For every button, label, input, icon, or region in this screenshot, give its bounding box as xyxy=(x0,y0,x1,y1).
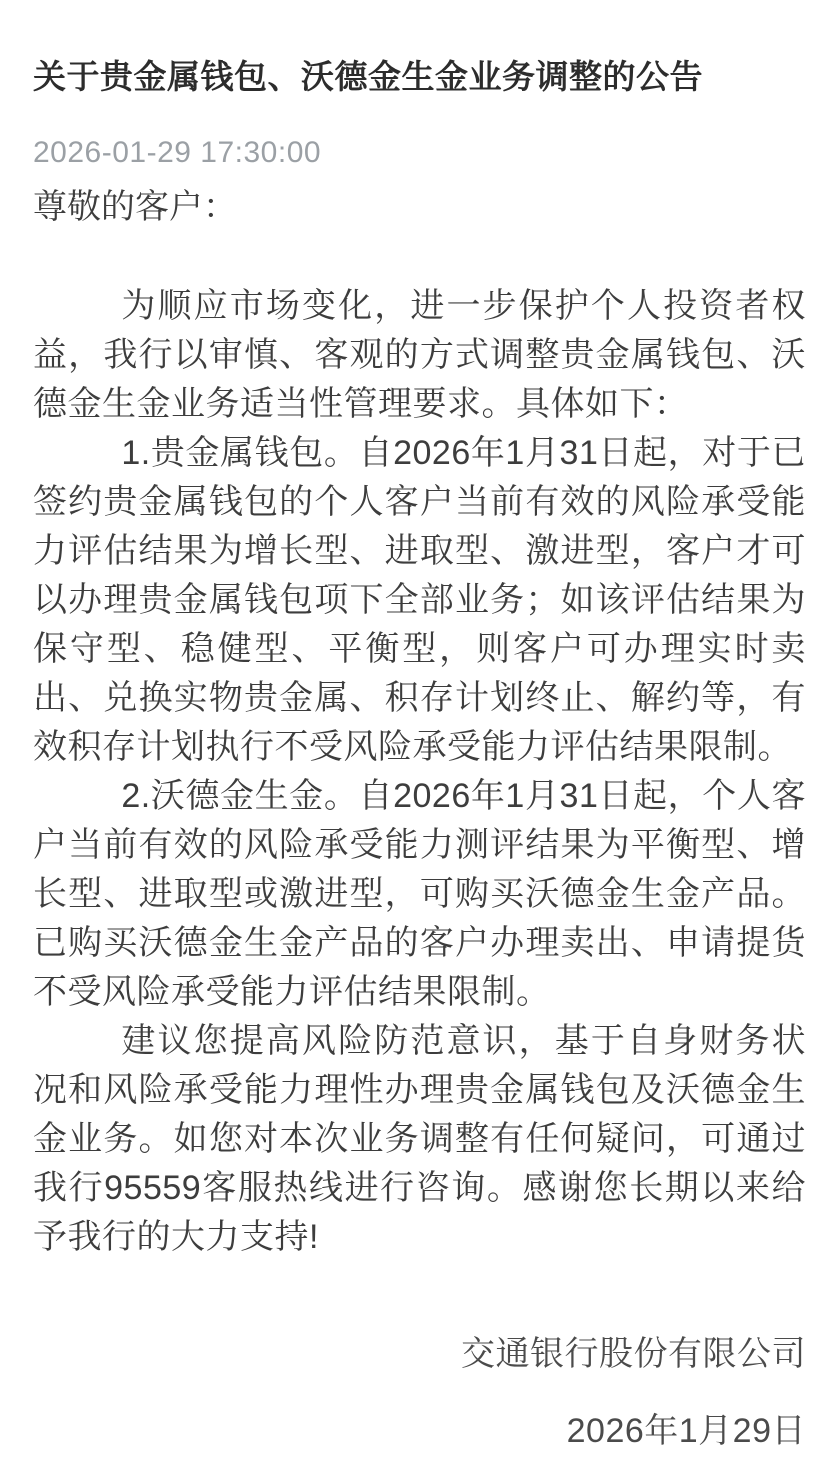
signature-company-name: 交通银行股份有限公司 xyxy=(461,1335,806,1374)
announcement-title: 关于贵金属钱包、沃德金生金业务调整的公告 xyxy=(33,58,703,96)
paragraph-wode-gold-rule: 2.沃德金生金。自2026年1月31日起，个人客户当前有效的风险承受能力测评结果为平衡型、增长型、进取型或激进型，可购买沃德金生金产品。已购买沃德金生金产品的客户办理卖出、申请提货不受风险承受能力评估结果限制。 xyxy=(33,777,806,1012)
paragraph-risk-advice-and-hotline: 建议您提高风险防范意识，基于自身财务状况和风险承受能力理性办理贵金属钱包及沃德金生金业务。如您对本次业务调整有任何疑问，可通过我行95559客服热线进行咨询。感谢您长期以来给予我行的大力支持! xyxy=(33,1022,806,1257)
customer-greeting: 尊敬的客户： xyxy=(33,188,237,226)
paragraph-precious-metal-wallet-rule: 1.贵金属钱包。自2026年1月31日起，对于已签约贵金属钱包的个人客户当前有效的风险承受能力评估结果为增长型、进取型、激进型，客户才可以办理贵金属钱包项下全部业务；如该评估结果为保守型、稳健型、平衡型，则客户可办理实时卖出、兑换实物贵金属、积存计划终止、解约等，有效积存计划执行不受风险承受能力评估结果限制。 xyxy=(33,434,806,767)
signature-date: 2026年1月29日 xyxy=(566,1412,806,1451)
signature-block xyxy=(33,1330,806,1456)
announcement-body xyxy=(33,282,806,1262)
publish-timestamp: 2026-01-29 17:30:00 xyxy=(33,136,322,169)
paragraph-market-change-intro: 为顺应市场变化，进一步保护个人投资者权益，我行以审慎、客观的方式调整贵金属钱包、沃德金生金业务适当性管理要求。具体如下： xyxy=(33,287,806,424)
